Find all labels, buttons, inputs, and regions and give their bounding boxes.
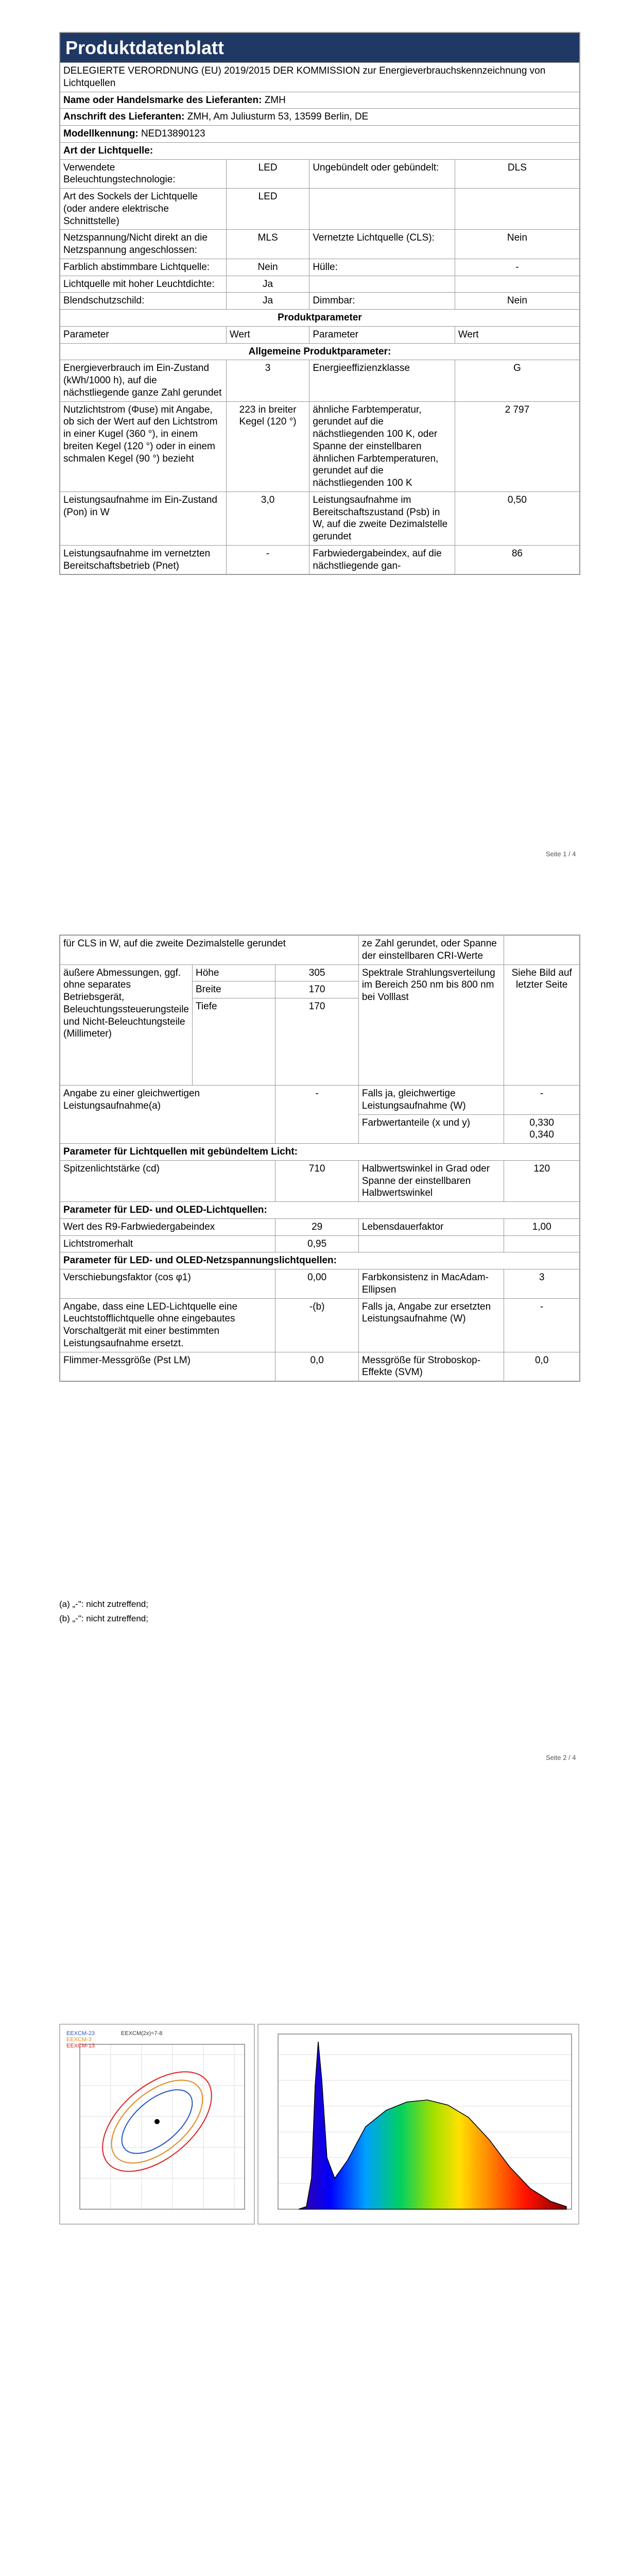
life-value: 1,00 [504, 1218, 580, 1235]
type-cell: Nein [455, 230, 579, 259]
datasheet-table-p2 [59, 935, 580, 1382]
dims-label: äußere Abmessungen, ggf. ohne separates Betriebsgerät, Beleuchtungssteuerungsteile und Nicht-Beleuchtungsteile (Millimeter) [60, 964, 193, 1086]
type-cell: Farblich abstimmbare Lichtquelle: [60, 259, 227, 276]
life-label: Lebensdauerfaktor [358, 1218, 504, 1235]
cont-cell: für CLS in W, auf die zweite Dezimalstelle gerundet [60, 936, 359, 965]
type-cell: Lichtquelle mit hoher Leuchtdichte: [60, 276, 227, 293]
type-cell: Vernetzte Lichtquelle (CLS): [309, 230, 455, 259]
general-cell: 86 [455, 545, 579, 574]
general-cell: Leistungsaufnahme im Ein-Zustand (Pon) in W [60, 492, 227, 545]
type-cell [455, 189, 579, 230]
beam-label: Halbwertswinkel in Grad oder Spanne der einstellbaren Halbwertswinkel [358, 1160, 504, 1201]
general-cell: 3,0 [226, 492, 309, 545]
general-cell: 2 797 [455, 401, 579, 492]
macadam-title: EEXCM(2x)=7-8 [121, 2030, 163, 2037]
type-cell: Dimmbar: [309, 293, 455, 310]
macadam-ellipse-chart [59, 2024, 255, 2225]
mac-label: Farbkonsistenz in MacAdam-Ellipsen [358, 1269, 504, 1299]
type-cell: Hülle: [309, 259, 455, 276]
page-number: Seite 2 / 4 [546, 1754, 576, 1761]
type-cell [309, 189, 455, 230]
type-cell: - [455, 259, 579, 276]
strobo-label: Messgröße für Stroboskop-Effekte (SVM) [358, 1352, 504, 1381]
spectral-value: Siehe Bild auf letzter Seite [504, 964, 580, 1086]
peak-label: Spitzenlichtstärke (cd) [60, 1160, 275, 1201]
chroma-y: 0,340 [529, 1129, 554, 1141]
general-cell: Energieeffizienzklasse [309, 360, 455, 401]
address-value: ZMH, Am Juliusturm 53, 13599 Berlin, DE [187, 111, 369, 123]
type-cell: LED [226, 189, 309, 230]
col-value: Wert [455, 326, 579, 343]
strobo-value: 0,0 [504, 1352, 580, 1381]
dim-name: Breite [193, 981, 275, 998]
type-cell: Ja [226, 276, 309, 293]
general-cell: Nutzlichtstrom (Φuse) mit Angabe, ob sich der Wert auf den Lichtstrom in einer Kugel (360 °), in einem breiten Kegel (120 °) oder in einem schmalen Kegel (90 °) bezieht [60, 401, 227, 492]
address-label: Anschrift des Lieferanten: [63, 111, 185, 123]
col-param: Parameter [60, 326, 227, 343]
equiv-label: Angabe zu einer gleichwertigen Leistungsaufnahme(a) [60, 1086, 275, 1144]
general-cell: 0,50 [455, 492, 579, 545]
peak-value: 710 [275, 1160, 358, 1201]
general-cell: G [455, 360, 579, 401]
dim-name: Höhe [193, 964, 275, 981]
type-cell [309, 276, 455, 293]
supplier-label: Name oder Handelsmarke des Lieferanten: [63, 94, 262, 106]
maint-label: Lichtstromerhalt [60, 1235, 275, 1252]
led-header: Parameter für LED- und OLED-Lichtquellen: [60, 1202, 580, 1219]
cont-cell: ze Zahl gerundet, oder Spanne der einstellbaren CRI-Werte [358, 936, 504, 965]
maint-value: 0,95 [275, 1235, 358, 1252]
repl-label: Angabe, dass eine LED-Lichtquelle eine Leuchtstofflichtquelle ohne eingebautes Vorschaltgerät mit einer bestimmten Leistungsaufnahme ersetzt. [60, 1298, 275, 1352]
type-cell: Nein [226, 259, 309, 276]
general-cell: Farbwiedergabeindex, auf die nächstliegende gan- [309, 545, 455, 574]
general-cell: Leistungsaufnahme im vernetzten Bereitschaftsbetrieb (Pnet) [60, 545, 227, 574]
page-title: Produktdatenblatt [60, 33, 580, 63]
chroma-x: 0,330 [529, 1117, 554, 1128]
page-number: Seite 1 / 4 [546, 850, 576, 858]
chroma-label: Farbwertanteile (x und y) [358, 1114, 504, 1144]
general-cell: - [226, 545, 309, 574]
general-cell: 3 [226, 360, 309, 401]
page-1 [0, 0, 639, 904]
general-cell: 223 in breiter Kegel (120 °) [226, 401, 309, 492]
dim-name: Tiefe [193, 998, 275, 1086]
dim-value: 170 [275, 981, 358, 998]
type-cell: LED [226, 159, 309, 189]
page-3 [0, 1807, 639, 2576]
flicker-value: 0,0 [275, 1352, 358, 1381]
mls-header: Parameter für LED- und OLED-Netzspannungslichtquellen: [60, 1252, 580, 1269]
repl2-label: Falls ja, Angabe zur ersetzten Leistungsaufnahme (W) [358, 1298, 504, 1352]
dim-value: 170 [275, 998, 358, 1086]
dim-value: 305 [275, 964, 358, 981]
footnote-a: (a) „-": nicht zutreffend; [59, 1599, 148, 1609]
dls-header: Parameter für Lichtquellen mit gebündeltem Licht: [60, 1144, 580, 1161]
regulation-text: DELEGIERTE VERORDNUNG (EU) 2019/2015 DER KOMMISSION zur Energieverbrauchskennzeichnung von Lichtquellen [60, 63, 580, 92]
beam-value: 120 [504, 1160, 580, 1201]
model-value: NED13890123 [141, 128, 205, 139]
type-cell: Ja [226, 293, 309, 310]
repl-value: -(b) [275, 1298, 358, 1352]
spectral-distribution-chart [257, 2024, 579, 2225]
type-cell: Nein [455, 293, 579, 310]
legend-item: EEXCM-23 [66, 2030, 95, 2037]
type-cell: Blendschutzschild: [60, 293, 227, 310]
general-cell: Leistungsaufnahme im Bereitschaftszustand (Psb) in W, auf die zweite Dezimalstelle gerundet [309, 492, 455, 545]
type-cell: Netzspannung/Nicht direkt an die Netzspannung angeschlossen: [60, 230, 227, 259]
flicker-label: Flimmer-Messgröße (Pst LM) [60, 1352, 275, 1381]
page-2 [0, 904, 639, 1807]
r9-label: Wert des R9-Farbwiedergabeindex [60, 1218, 275, 1235]
datasheet-table-p1 [59, 32, 580, 575]
type-cell: MLS [226, 230, 309, 259]
pf-value: 0,00 [275, 1269, 358, 1299]
general-cell: Energieverbrauch im Ein-Zustand (kWh/1000 h), auf die nächstliegende ganze Zahl gerundet [60, 360, 227, 401]
col-value: Wert [226, 326, 309, 343]
general-cell: ähnliche Farbtemperatur, gerundet auf die nächstliegenden 100 K, oder Spanne der einstellbaren ähnlichen Farbtemperaturen, gerundet auf die nächstliegenden 100 K [309, 401, 455, 492]
footnote-b: (b) „-": nicht zutreffend; [59, 1614, 148, 1623]
r9-value: 29 [275, 1218, 358, 1235]
type-cell [455, 276, 579, 293]
col-param: Parameter [309, 326, 455, 343]
type-cell: Art des Sockels der Lichtquelle (oder andere elektrische Schnittstelle) [60, 189, 227, 230]
type-cell: Ungebündelt oder gebündelt: [309, 159, 455, 189]
equiv2-value: - [504, 1086, 580, 1115]
repl2-value: - [504, 1298, 580, 1352]
pf-label: Verschiebungsfaktor (cos φ1) [60, 1269, 275, 1299]
type-cell: Verwendete Beleuchtungstechnologie: [60, 159, 227, 189]
legend-item: EEXCM-13 [66, 2043, 95, 2049]
type-cell: DLS [455, 159, 579, 189]
product-params-header: Produktparameter [60, 310, 580, 327]
legend-item: EEXCM-3 [66, 2037, 92, 2043]
general-params-header: Allgemeine Produktparameter: [60, 343, 580, 360]
model-label: Modellkennung: [63, 128, 139, 139]
supplier-value: ZMH [264, 94, 286, 106]
spectral-label: Spektrale Strahlungsverteilung im Bereich 250 nm bis 800 nm bei Volllast [358, 964, 504, 1086]
equiv2-label: Falls ja, gleichwertige Leistungsaufnahme (W) [358, 1086, 504, 1115]
type-header: Art der Lichtquelle: [60, 142, 580, 159]
equiv-value: - [275, 1086, 358, 1144]
mac-value: 3 [504, 1269, 580, 1299]
